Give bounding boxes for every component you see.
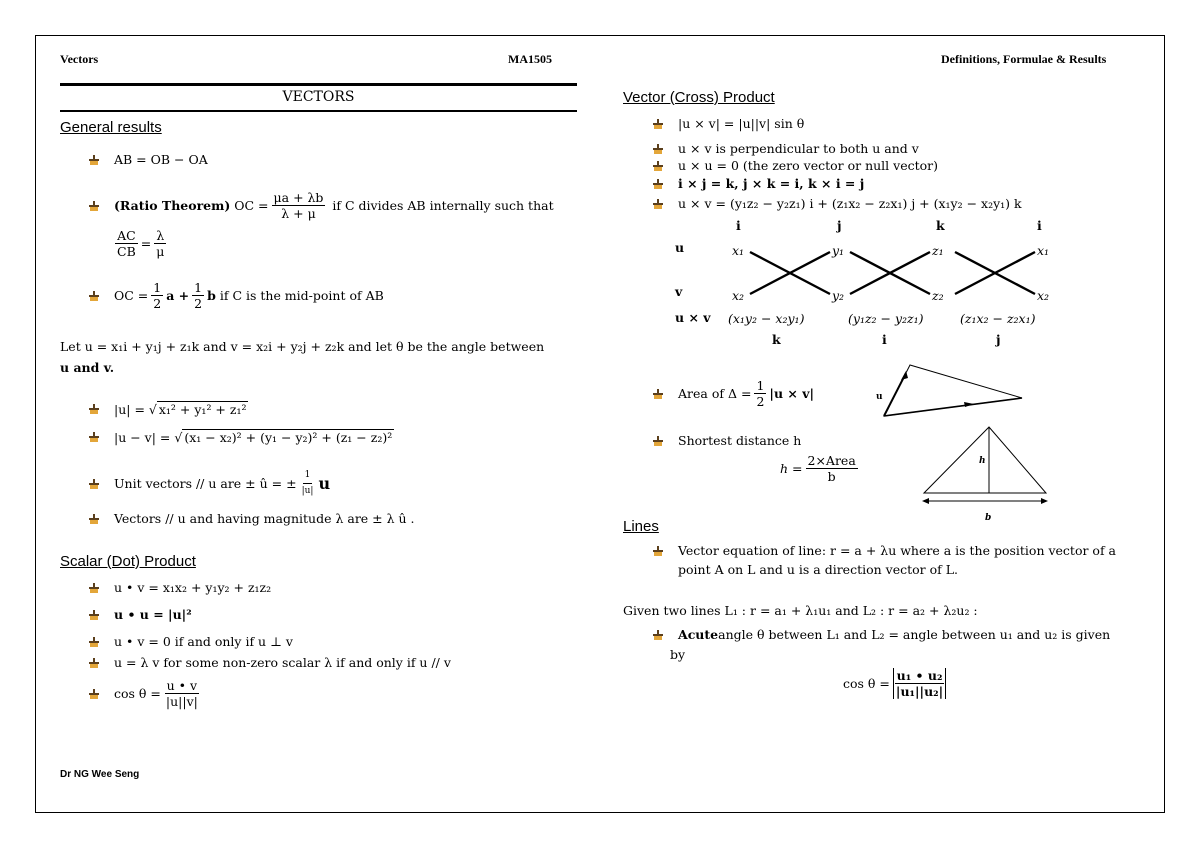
grid-row-label: u [675,240,685,255]
grid-bottom-label: j [996,332,1001,347]
grid-top-label: k [936,218,945,233]
bullet-icon [88,403,100,415]
magnitude-item: |u| = √ x₁² + y₁² + z₁² [88,401,248,417]
h-lhs: h = [780,461,803,476]
cos-angle-formula [843,668,949,699]
bullet-icon [88,478,100,490]
dot-self-formula: u • u = |u|² [114,607,192,622]
footer-author: Dr NG Wee Seng [60,769,140,780]
grid-result: (z₁x₂ − z₂x₁) [960,311,1036,326]
distance-item: |u − v| = √ (x₁ − x₂)² + (y₁ − y₂)² + (z₁ − z₂)² [88,429,394,445]
midpoint-lhs: OC = [114,288,149,303]
magnitude-lambda-text: Vectors // u and having magnitude λ are ± λ û . [114,511,415,526]
unit-vector-text: Unit vectors // u are ± û = ± [114,476,297,491]
h-fraction: $\frac{\text{2×Area}}{b}$ [807,453,856,484]
dot-product-heading: Scalar (Dot) Product [60,553,196,570]
acute-label: Acute [678,627,719,642]
grid-top-label: i [1037,218,1042,233]
dot-item [88,655,451,670]
cross-item [652,158,938,173]
bullet-icon [88,657,100,669]
cross-item [652,116,804,131]
grid-u-value: x₁ [1037,243,1050,258]
general-result-item [88,190,554,221]
triangle-h-label: h [979,456,986,466]
shortest-distance-label: Shortest distance h [678,433,802,448]
equals-sign: = [140,236,152,251]
area-tail: |u × v| [769,386,815,401]
ratio-condition [112,228,169,259]
bullet-icon [88,513,100,525]
parallel-condition: u = λ v for some non-zero scalar λ if and only if u // v [114,655,451,670]
grid-v-value: y₂ [832,288,845,303]
area-fraction: $\frac{1}{2}$ [756,378,765,409]
acute-angle-item [652,627,1110,642]
bullet-icon [88,609,100,621]
let-definition-line: u and v. [60,360,115,375]
distance-radicand: (x₁ − x₂)² + (y₁ − y₂)² + (z₁ − z₂)² [184,430,393,445]
acute-angle-by: by [670,647,686,662]
cos-angle-lhs: cos θ = [843,676,890,691]
bullet-icon [652,198,664,210]
bullet-icon [652,118,664,130]
bullet-icon [88,290,100,302]
magnitude-lhs: |u| = [114,401,145,417]
let-definition-line: Let u = x₁i + y₁j + z₁k and v = x₂i + y₂j + z₂k and let θ be the angle between [60,339,545,354]
cross-self-text: u × u = 0 (the zero vector or null vector) [678,158,939,173]
cross-item [652,176,864,191]
unit-cross-identities: i × j = k, j × k = i, k × i = j [678,176,865,191]
cross-item [652,141,919,156]
bullet-icon [88,636,100,648]
grid-bottom-label: i [882,332,887,347]
title-rule-top [60,83,577,86]
cross-component-formula: u × v = (y₁z₂ − y₂z₁) i + (z₁x₂ − z₂x₁) j + (x₁y₂ − x₂y₁) k [678,196,1022,211]
cross-magnitude-formula: |u × v| = |u||v| sin θ [678,116,805,131]
grid-top-label: j [837,218,842,233]
unit-vector-item [88,468,330,499]
line-equation-text-continued: point A on L and u is a direction vector of L. [678,562,959,577]
ratio-theorem-tail: if C divides AB internally such that [332,198,554,213]
magnitude-radicand: x₁² + y₁² + z₁² [158,402,247,417]
bullet-icon [652,545,664,557]
unit-fraction: $\frac{1}{|u|}$ [301,470,314,496]
grid-result: (y₁z₂ − y₂z₁) [848,311,924,326]
grid-result: (x₁y₂ − x₂y₁) [728,311,805,326]
magnitude-lambda-item [88,511,415,526]
title-rule-bottom [60,110,577,112]
given-two-lines: Given two lines L₁ : r = a₁ + λ₁u₁ and L₂ : r = a₂ + λ₂u₂ : [623,603,978,618]
bullet-icon [652,143,664,155]
bullet-icon [88,688,100,700]
bullet-icon [652,388,664,400]
bullet-icon [88,431,100,443]
triangle-u-label: u [876,392,883,402]
cos-lhs: cos θ = [114,686,161,701]
cross-perpendicular-text: u × v is perpendicular to both u and v [678,141,919,156]
grid-row-label: v [675,284,683,299]
h-formula [780,453,861,484]
header-left: Vectors [60,52,99,66]
acute-angle-text: angle θ between L₁ and L₂ = angle between u₁ and u₂ is given [718,627,1111,642]
grid-v-value: z₂ [932,288,944,303]
grid-u-value: y₁ [832,243,845,258]
dot-item [88,607,192,622]
bullet-icon [88,582,100,594]
shortest-distance-item [652,433,801,448]
midpoint-b: b [207,288,216,303]
cross-product-grid [620,216,1090,351]
area-triangle-diagram [870,360,1030,420]
line-equation-text: Vector equation of line: r = a + λu where a is the position vector of a [678,543,1117,558]
area-item [652,378,814,409]
header-right: Definitions, Formulae & Results [941,52,1107,66]
dot-formula: u • v = x₁x₂ + y₁y₂ + z₁z₂ [114,580,272,595]
cos-fraction: $\frac{u • v}{|u||v|}$ [165,678,198,709]
dot-item [88,634,293,649]
header-center: MA1505 [508,52,552,66]
lines-heading: Lines [623,518,659,535]
bullet-icon [652,435,664,447]
bullet-icon [652,178,664,190]
half-fraction: $\frac{1}{2}$ [153,280,162,311]
lambda-mu-fraction: $\frac{\lambda}{\mu}$ [156,228,165,259]
area-label: Area of Δ = [678,386,752,401]
bullet-icon [88,200,100,212]
midpoint-a: a + [166,288,190,303]
grid-cross-lines [620,216,1090,351]
bullet-icon [652,629,664,641]
ac-cb-fraction: $\frac{AC}{CB}$ [117,228,136,259]
general-result-item [88,280,384,311]
ratio-theorem-lhs: OC = [234,198,269,213]
cross-product-heading: Vector (Cross) Product [623,89,775,106]
grid-bottom-label: k [772,332,781,347]
general-result-item [88,152,208,167]
half-fraction: $\frac{1}{2}$ [194,280,203,311]
unit-vector-u: u [318,474,331,493]
vector-difference-formula: AB = OB − OA [114,152,208,167]
grid-row-label: u × v [675,310,711,325]
section-title: VECTORS [282,89,355,105]
cos-angle-fraction: $\frac{\text{u₁ • u₂}}{\text{|u₁||u₂|}}$ [893,668,946,699]
grid-v-value: x₂ [732,288,745,303]
grid-u-value: z₁ [932,243,944,258]
ratio-theorem-fraction: $\frac{\mu a + \lambda b}{\lambda + \mu}$ [273,190,324,221]
grid-u-value: x₁ [732,243,745,258]
cross-item [652,196,1022,211]
bullet-icon [652,160,664,172]
dot-item [88,678,203,709]
grid-v-value: x₂ [1037,288,1050,303]
line-equation-item [652,543,1116,558]
general-results-heading: General results [60,119,162,136]
triangle-b-label: b [985,513,992,523]
grid-top-label: i [736,218,741,233]
perpendicular-condition: u • v = 0 if and only if u ⊥ v [114,634,293,649]
bullet-icon [88,154,100,166]
distance-lhs: |u − v| = [114,429,171,445]
dot-item [88,580,271,595]
ratio-theorem-label: (Ratio Theorem) [114,198,231,213]
midpoint-tail: if C is the mid-point of AB [219,288,384,303]
